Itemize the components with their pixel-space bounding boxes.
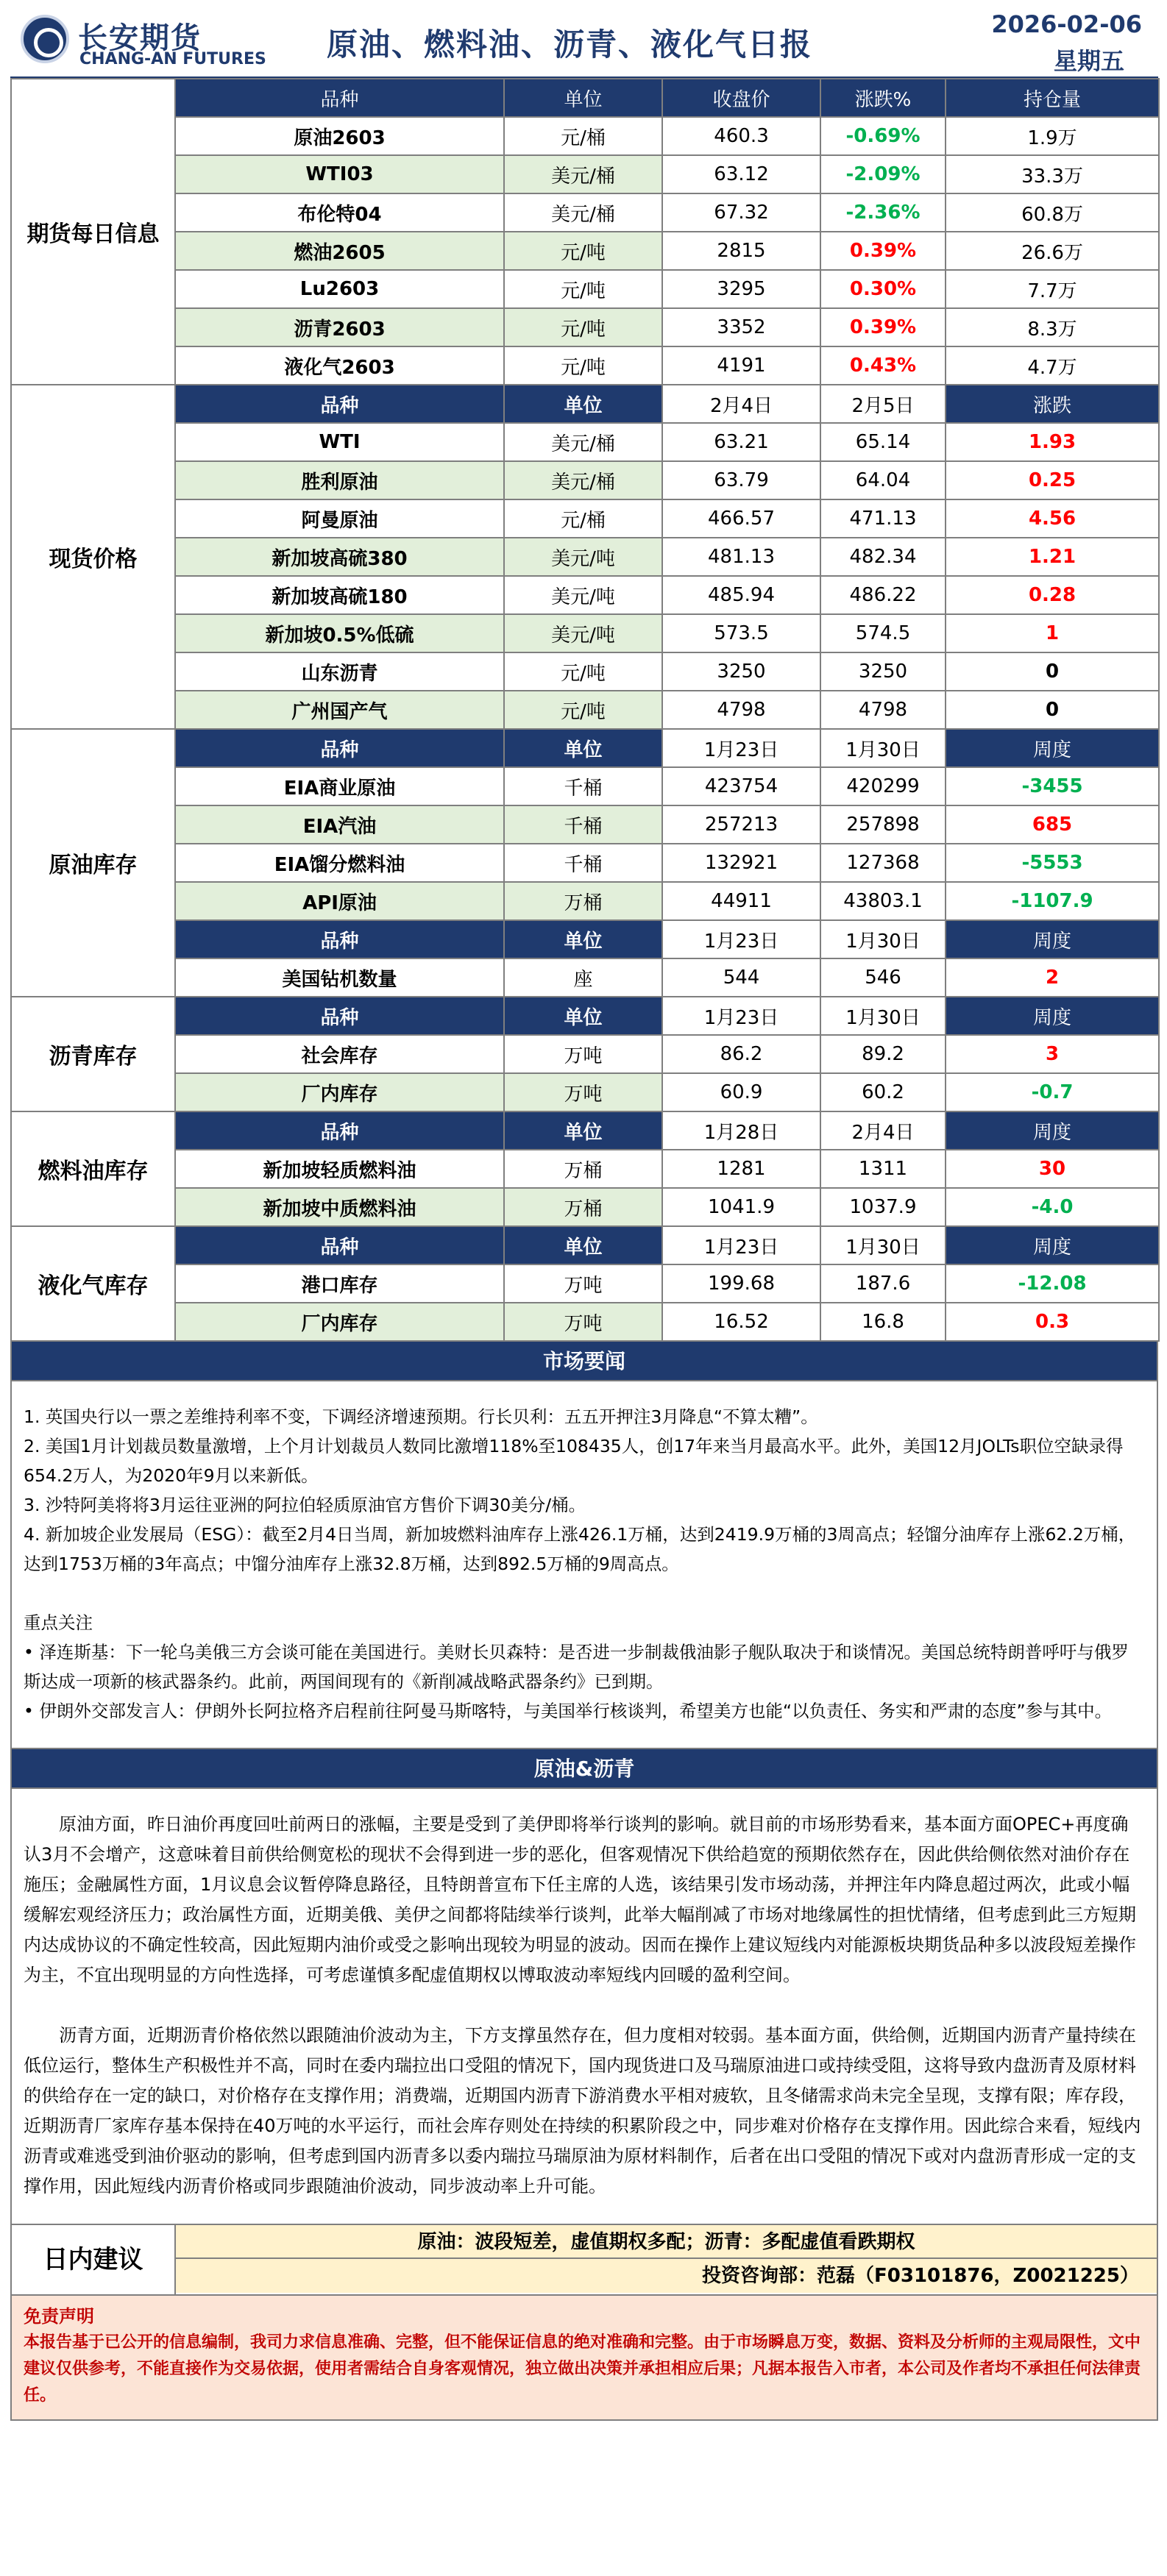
value-latest: 420299 [820, 767, 946, 805]
unit: 万桶 [504, 1188, 662, 1226]
price-day2: 471.13 [820, 499, 946, 538]
unit: 万吨 [504, 1264, 662, 1303]
column-header: 周度 [946, 1111, 1159, 1150]
value-latest: 60.2 [820, 1073, 946, 1111]
instrument-name: 布伦特04 [175, 193, 504, 232]
change-abs: 1.93 [946, 423, 1159, 461]
change-abs: 1.21 [946, 538, 1159, 576]
value-prev: 44911 [662, 882, 820, 920]
column-header: 品种 [175, 385, 504, 423]
daily-report-sheet [10, 4, 1158, 2421]
column-header: 1月30日 [820, 1226, 946, 1264]
column-header: 单位 [504, 920, 662, 958]
news-item: 2. 美国1月计划裁员数量激增，上个月计划裁员人数同比激增118%至108435人，创17年来当月最高水平。此外，美国12月JOLTs职位空缺录得654.2万人，为2020年9月以来新低。 [24, 1436, 1124, 1486]
unit: 万吨 [504, 1035, 662, 1073]
focus-item: • 泽连斯基：下一轮乌美俄三方会谈可能在美国进行。美财长贝森特：是否进一步制裁俄油影子舰队取决于和谈情况。美国总统特朗普呼吁与俄罗斯达成一项新的核武器条约。此前，两国间现有的《新削减战略武器条约》已到期。 [24, 1642, 1129, 1692]
open-interest: 1.9万 [946, 117, 1159, 155]
instrument-name: 沥青2603 [175, 308, 504, 346]
value-latest: 127368 [820, 844, 946, 882]
instrument-name: 液化气2603 [175, 346, 504, 385]
unit: 元/吨 [504, 346, 662, 385]
instrument-name: WTI [175, 423, 504, 461]
column-header: 单位 [504, 79, 662, 117]
column-header: 1月30日 [820, 920, 946, 958]
advice-label: 日内建议 [12, 2225, 176, 2294]
unit: 元/桶 [504, 117, 662, 155]
company-logo-icon [21, 15, 69, 63]
value-prev: 199.68 [662, 1264, 820, 1303]
instrument-name: 阿曼原油 [175, 499, 504, 538]
instrument-name: 胜利原油 [175, 461, 504, 499]
column-header: 1月30日 [820, 729, 946, 767]
data-tables [10, 78, 1160, 1342]
unit: 元/吨 [504, 652, 662, 691]
value-prev: 544 [662, 958, 820, 997]
column-header: 1月23日 [662, 729, 820, 767]
unit: 美元/吨 [504, 538, 662, 576]
focus-title: 重点关注 [24, 1612, 93, 1633]
section-label: 沥青库存 [11, 997, 175, 1111]
column-header: 1月23日 [662, 920, 820, 958]
price-day2: 65.14 [820, 423, 946, 461]
column-header: 单位 [504, 1111, 662, 1150]
column-header: 涨跌 [946, 385, 1159, 423]
report-title: 原油、燃料油、沥青、液化气日报 [327, 26, 813, 63]
price-day2: 574.5 [820, 614, 946, 652]
inventory-name: 新加坡中质燃料油 [175, 1188, 504, 1226]
analysis-asphalt: 沥青方面，近期沥青价格依然以跟随油价波动为主，下方支撑虽然存在，但力度相对较弱。基本面方面，供给侧，近期国内沥青产量持续在低位运行，整体生产积极性并不高，同时在委内瑞拉出口受阻的情况下，国内现货进口及马瑞原油进口或持续受阻，这将导致内盘沥青及原材料的供给存在一定的缺口，对价格存在支撑作用；消费端，近期国内沥青下游消费水平相对疲软，且冬储需求尚未完全呈现，支撑有限；库存段，近期沥青厂家库存基本保持在40万吨的水平运行，而社会库存则处在持续的积累阶段之中，同步难对价格存在支撑作用。因此综合来看，短线内沥青或难逃受到油价驱动的影响，但考虑到国内沥青多以委内瑞拉马瑞原油为原材料制作，后者在出口受阻的情况下或对内盘沥青形成一定的支撑作用，因此短线内沥青价格或同步跟随油价波动，同步波动率上升可能。 [24, 2025, 1141, 2196]
analysis-crude: 原油方面，昨日油价再度回吐前两日的涨幅，主要是受到了美伊即将举行谈判的影响。就目前的市场形势看来，基本面方面OPEC+再度确认3月不会增产，这意味着目前供给侧宽松的现状不会得到进一步的恶化，但客观情况下供给趋宽的预期依然存在，因此供给侧依然对油价存在施压；金融属性方面，1月议息会议暂停降息路径，且特朗普宣布下任主席的人选，该结果引发市场动荡，并押注年内降息超过两次，此或小幅缓解宏观经济压力；政治属性方面，近期美俄、美伊之间都将陆续举行谈判，此举大幅削减了市场对地缘属性的担忧情绪，但考虑到此三方短期内达成协议的不确定性较高，因此短期内油价或受之影响出现较为明显的波动。因而在操作上建议短线内对能源板块期货品种多以波段短差操作为主，不宜出现明显的方向性选择，可考虑谨慎多配虚值期权以博取波动率短线内回暖的盈利空间。 [24, 1814, 1136, 1985]
unit: 美元/桶 [504, 155, 662, 193]
column-header: 周度 [946, 729, 1159, 767]
value-latest: 187.6 [820, 1264, 946, 1303]
change-pct: -2.09% [820, 155, 946, 193]
instrument-name: 原油2603 [175, 117, 504, 155]
change-abs: 0.25 [946, 461, 1159, 499]
unit: 美元/桶 [504, 193, 662, 232]
change-pct: -2.36% [820, 193, 946, 232]
analysis-box [10, 1789, 1158, 2225]
news-item: 4. 新加坡企业发展局（ESG）：截至2月4日当周，新加坡燃料油库存上涨426.1万桶，达到2419.9万桶的3周高点；轻馏分油库存上涨62.2万桶，达到1753万桶的3年高点；中馏分油库存上涨32.8万桶，达到892.5万桶的9周高点。 [24, 1524, 1136, 1574]
price-day1: 4798 [662, 691, 820, 729]
column-header: 周度 [946, 920, 1159, 958]
unit: 元/吨 [504, 691, 662, 729]
unit: 美元/吨 [504, 614, 662, 652]
column-header: 单位 [504, 385, 662, 423]
weekly-change: -0.7 [946, 1073, 1159, 1111]
open-interest: 60.8万 [946, 193, 1159, 232]
value-prev: 60.9 [662, 1073, 820, 1111]
change-abs: 0.28 [946, 576, 1159, 614]
weekly-change: 0.3 [946, 1303, 1159, 1341]
weekly-change: 685 [946, 805, 1159, 844]
inventory-name: 厂内库存 [175, 1303, 504, 1341]
instrument-name: 新加坡高硫380 [175, 538, 504, 576]
unit: 万桶 [504, 1150, 662, 1188]
value-prev: 16.52 [662, 1303, 820, 1341]
unit: 元/桶 [504, 499, 662, 538]
price-day2: 3250 [820, 652, 946, 691]
news-item: 1. 英国央行以一票之差维持利率不变，下调经济增速预期。行长贝利：五五开押注3月降息“不算太糟”。 [24, 1406, 818, 1427]
inventory-name: EIA汽油 [175, 805, 504, 844]
unit: 元/吨 [504, 232, 662, 270]
instrument-name: WTI03 [175, 155, 504, 193]
unit: 元/吨 [504, 308, 662, 346]
column-header: 品种 [175, 729, 504, 767]
unit: 千桶 [504, 844, 662, 882]
section-label: 原油库存 [11, 729, 175, 997]
unit: 千桶 [504, 805, 662, 844]
unit: 美元/桶 [504, 461, 662, 499]
change-pct: -0.69% [820, 117, 946, 155]
column-header: 2月5日 [820, 385, 946, 423]
section-label: 期货每日信息 [11, 79, 175, 385]
weekly-change: 30 [946, 1150, 1159, 1188]
value-prev: 86.2 [662, 1035, 820, 1073]
close-price: 4191 [662, 346, 820, 385]
change-pct: 0.43% [820, 346, 946, 385]
unit: 万吨 [504, 1303, 662, 1341]
inventory-name: 港口库存 [175, 1264, 504, 1303]
open-interest: 26.6万 [946, 232, 1159, 270]
price-day1: 63.79 [662, 461, 820, 499]
column-header: 品种 [175, 920, 504, 958]
close-price: 3352 [662, 308, 820, 346]
price-day2: 482.34 [820, 538, 946, 576]
column-header: 单位 [504, 729, 662, 767]
open-interest: 7.7万 [946, 270, 1159, 308]
column-header: 1月30日 [820, 997, 946, 1035]
value-prev: 423754 [662, 767, 820, 805]
disclaimer-body: 本报告基于已公开的信息编制，我司力求信息准确、完整，但不能保证信息的绝对准确和完整。由于市场瞬息万变，数据、资料及分析师的主观局限性，文中建议仅供参考，不能直接作为交易依据，使用者需结合自身客观情况，独立做出决策并承担相应后果；凡据本报告入市者，本公司及作者均不承担任何法律责任。 [24, 2333, 1141, 2405]
unit: 美元/吨 [504, 576, 662, 614]
change-pct: 0.30% [820, 270, 946, 308]
value-latest: 546 [820, 958, 946, 997]
disclaimer-title: 免责声明 [24, 2306, 94, 2327]
weekly-change: -4.0 [946, 1188, 1159, 1226]
value-latest: 16.8 [820, 1303, 946, 1341]
weekly-change: -5553 [946, 844, 1159, 882]
focus-item: • 伊朗外交部发言人：伊朗外长阿拉格齐启程前往阿曼马斯喀特，与美国举行核谈判，希望美方也能“以负责任、务实和严肃的态度”参与其中。 [24, 1701, 1113, 1721]
change-pct: 0.39% [820, 232, 946, 270]
news-box [10, 1381, 1158, 1749]
report-date: 2026-02-06 [991, 10, 1142, 38]
disclaimer-block [10, 2296, 1158, 2421]
column-header: 品种 [175, 1226, 504, 1264]
value-prev: 1041.9 [662, 1188, 820, 1226]
inventory-name: 美国钻机数量 [175, 958, 504, 997]
price-day1: 573.5 [662, 614, 820, 652]
column-header: 1月23日 [662, 997, 820, 1035]
inventory-name: EIA馏分燃料油 [175, 844, 504, 882]
column-header: 持仓量 [946, 79, 1159, 117]
value-prev: 257213 [662, 805, 820, 844]
price-day2: 4798 [820, 691, 946, 729]
price-day2: 64.04 [820, 461, 946, 499]
change-abs: 0 [946, 691, 1159, 729]
column-header: 2月4日 [662, 385, 820, 423]
weekly-change: -12.08 [946, 1264, 1159, 1303]
value-prev: 132921 [662, 844, 820, 882]
inventory-name: 厂内库存 [175, 1073, 504, 1111]
weekly-change: -1107.9 [946, 882, 1159, 920]
price-day1: 466.57 [662, 499, 820, 538]
change-abs: 4.56 [946, 499, 1159, 538]
inventory-name: EIA商业原油 [175, 767, 504, 805]
instrument-name: 新加坡高硫180 [175, 576, 504, 614]
report-weekday: 星期五 [1053, 47, 1124, 75]
open-interest: 8.3万 [946, 308, 1159, 346]
weekly-change: -3455 [946, 767, 1159, 805]
column-header: 1月28日 [662, 1111, 820, 1150]
column-header: 品种 [175, 1111, 504, 1150]
advice-text: 原油：波段短差，虚值期权多配；沥青：多配虚值看跌期权 [176, 2225, 1157, 2259]
column-header: 1月23日 [662, 1226, 820, 1264]
section-label: 燃料油库存 [11, 1111, 175, 1226]
change-pct: 0.39% [820, 308, 946, 346]
open-interest: 4.7万 [946, 346, 1159, 385]
instrument-name: 广州国产气 [175, 691, 504, 729]
value-latest: 1311 [820, 1150, 946, 1188]
close-price: 2815 [662, 232, 820, 270]
section-label: 液化气库存 [11, 1226, 175, 1341]
inventory-name: 新加坡轻质燃料油 [175, 1150, 504, 1188]
instrument-name: 燃油2605 [175, 232, 504, 270]
column-header: 涨跌% [820, 79, 946, 117]
section-label: 现货价格 [11, 385, 175, 729]
weekly-change: 2 [946, 958, 1159, 997]
brand-name-en: CHANG-AN FUTURES [79, 50, 266, 68]
price-day1: 3250 [662, 652, 820, 691]
advice-block [10, 2225, 1158, 2296]
change-abs: 0 [946, 652, 1159, 691]
close-price: 63.12 [662, 155, 820, 193]
value-latest: 43803.1 [820, 882, 946, 920]
open-interest: 33.3万 [946, 155, 1159, 193]
weekly-change: 3 [946, 1035, 1159, 1073]
column-header: 单位 [504, 997, 662, 1035]
price-day1: 485.94 [662, 576, 820, 614]
instrument-name: Lu2603 [175, 270, 504, 308]
unit: 万桶 [504, 882, 662, 920]
value-latest: 1037.9 [820, 1188, 946, 1226]
column-header: 收盘价 [662, 79, 820, 117]
column-header: 品种 [175, 79, 504, 117]
news-item: 3. 沙特阿美将将3月运往亚洲的阿拉伯轻质原油官方售价下调30美分/桶。 [24, 1495, 586, 1515]
close-price: 67.32 [662, 193, 820, 232]
price-day1: 63.21 [662, 423, 820, 461]
unit: 万吨 [504, 1073, 662, 1111]
column-header: 单位 [504, 1226, 662, 1264]
column-header: 周度 [946, 1226, 1159, 1264]
column-header: 2月4日 [820, 1111, 946, 1150]
report-header [10, 4, 1158, 78]
news-title: 市场要闻 [10, 1342, 1158, 1381]
close-price: 3295 [662, 270, 820, 308]
unit: 元/吨 [504, 270, 662, 308]
price-day1: 481.13 [662, 538, 820, 576]
brand-name-cn: 长安期货 [78, 21, 202, 55]
inventory-name: 社会库存 [175, 1035, 504, 1073]
analysis-title: 原油&沥青 [10, 1749, 1158, 1789]
instrument-name: 新加坡0.5%低硫 [175, 614, 504, 652]
instrument-name: 山东沥青 [175, 652, 504, 691]
price-day2: 486.22 [820, 576, 946, 614]
close-price: 460.3 [662, 117, 820, 155]
change-abs: 1 [946, 614, 1159, 652]
value-prev: 1281 [662, 1150, 820, 1188]
column-header: 周度 [946, 997, 1159, 1035]
value-latest: 89.2 [820, 1035, 946, 1073]
unit: 千桶 [504, 767, 662, 805]
inventory-name: API原油 [175, 882, 504, 920]
value-latest: 257898 [820, 805, 946, 844]
analyst-info: 投资咨询部：范磊（F03101876，Z0021225） [176, 2259, 1157, 2293]
unit: 座 [504, 958, 662, 997]
column-header: 品种 [175, 997, 504, 1035]
unit: 美元/桶 [504, 423, 662, 461]
